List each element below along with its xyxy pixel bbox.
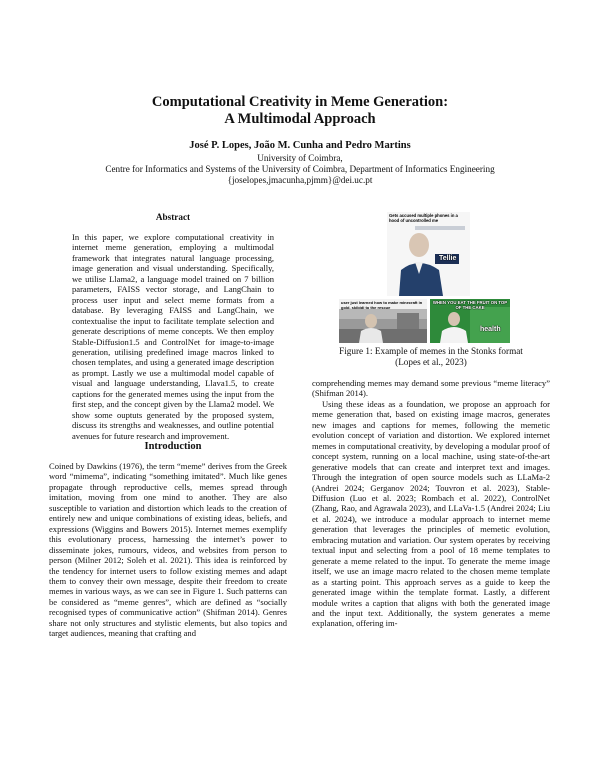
title-line-2: A Multimodal Approach [224,111,376,127]
affiliation [0,153,600,186]
abstract-heading: Abstract [155,212,191,222]
affiliation-email: {joselopes,jmacunha,pjmm}@dei.uc.pt [227,175,373,185]
paper-title [0,94,600,128]
affiliation-line-1: University of Coimbra, [257,153,343,163]
affiliation-line-2: Centre for Informatics and Systems of the University of Coimbra, Department of Informatics Engineering [105,164,495,174]
right-column-paragraph-1: comprehending memes may demand some previous “meme literacy” (Shifman 2014). [312,378,550,399]
title-line-1: Computational Creativity in Meme Generation: [151,94,449,110]
right-column-paragraph-2: Using these ideas as a foundation, we propose an approach for meme generation that, based on existing image macros, generates new images and captions for memes, following the memetic evolution concept of variation and distortion. We explored internet memes in computational creativity, by developing a modular proof of concept system, running on a local machine, using state-of-the-art generative models that can create and interpret text and images. Through the integration of open source models such as LLaMa-2 (Andrei 2024; Gerganov 2024; Touvron et al. 2023), Stable-Diffusion (Luo et al. 2023; Rombach et al. 2022), ControlNet (Zhang, Rao, and Agrawala 2023), and LLaVa-1.5 (Andrei 2024; Liu et al. 2024), we introduce a modular approach to internet meme generation that leverages the principles of memetic evolution, embracing mutation and variation. Our system operates by receiving textual input and selecting from a pool of 18 meme templates to generate a meme related to the input. To generate the meme image itself, we use an image macro related to the chosen meme template as a starting point. This approach serves as a guide to keep the generated image within the template format. Lastly, a different module writes a caption that aligns with both the generated image and the input text. Additionally, the system generates a meme explanation, offering im- [312,398,550,629]
abstract-body [72,232,274,441]
meme-image-2 [339,299,427,343]
figure-1-caption [312,346,550,368]
meme-image-3 [430,299,510,343]
introduction-heading: Introduction [144,441,202,452]
introduction-body [49,461,287,639]
meme-1-illustration [387,212,470,296]
author-list: José P. Lopes, João M. Cunha and Pedro Martins [189,140,411,151]
figure-caption-line-1: Figure 1: Example of memes in the Stonks format [339,346,523,356]
meme-3-caption: WHEN YOU EAT THE FRUIT ON TOP OF THE CAKE [432,300,508,310]
meme-1-top-text: Gets accused multiple phones in a hood of uncontrolled me [389,213,458,223]
meme-3-label: health [480,326,501,333]
right-column-body [312,378,550,629]
introduction-paragraph-1: Coined by Dawkins (1976), the term “meme” derives from the Greek word “mimema”, indicating “something imitated”. Much like genes propagate through reproductive cells, memes spread through imitation, moving from one mind to another. They are also susceptible to variation and distortion which leads to the creation of entirely new and unique combinations of existing ideas, beliefs, and expressions (Wiggins and Bowers 2015). Internet memes exemplify this evolutionary process, harnessing the internet’s power to disseminate jokes, rumours, videos, and websites from person to person (Milner 2012; Soleh et al. 2021). This idea is reinforced by the tendency for internet users to follow existing memes and adapt them to convey their own message, despite their freedom to create memes in various ways, as we can see in Figure 1. Such patterns can be considered as “meme genres”, which are defined as “socially recognised types of communicative action” (Shifman 2014). Genres share not only structures and stylistic elements, but also topics and target audiences, meaning that crafting and [49,461,287,639]
meme-1-label: Tellie [439,255,457,262]
figure-caption-line-2: (Lopes et al., 2023) [395,357,467,367]
meme-image-1 [387,212,470,296]
abstract-text: In this paper, we explore computational creativity in internet meme generation, employing a multimodal framework that integrates natural language processing, image generation and visual understanding. Specifically, we utilise Llama2, a language model trained on 7 billion parameters, FAISS vector storage, and LangChain to process user input and select meme formats from a database. By leveraging FAISS and LangChain, we contextualise the input to facilitate template selection and generate descriptions of meme concepts. We then employ Stable-Diffusion1.5 and ControlNet for image-to-image generation, utilising predefined image macros linked to chosen templates, and using a generated image description as prompt. Lastly we use a multimodal model capable of visual and language understanding, Llava1.5, to create captions for the generated memes using the input from the first step, and the concept given by the Llama2 model. We show some ouptuts generated by the proposed system, discuss its strengths and weaknesses, and outline potential avenues for future research and improvement. [72,232,274,441]
meme-2-top-text: user just learned how to make minecraft in gold. skibidi to the rescue [341,300,423,310]
